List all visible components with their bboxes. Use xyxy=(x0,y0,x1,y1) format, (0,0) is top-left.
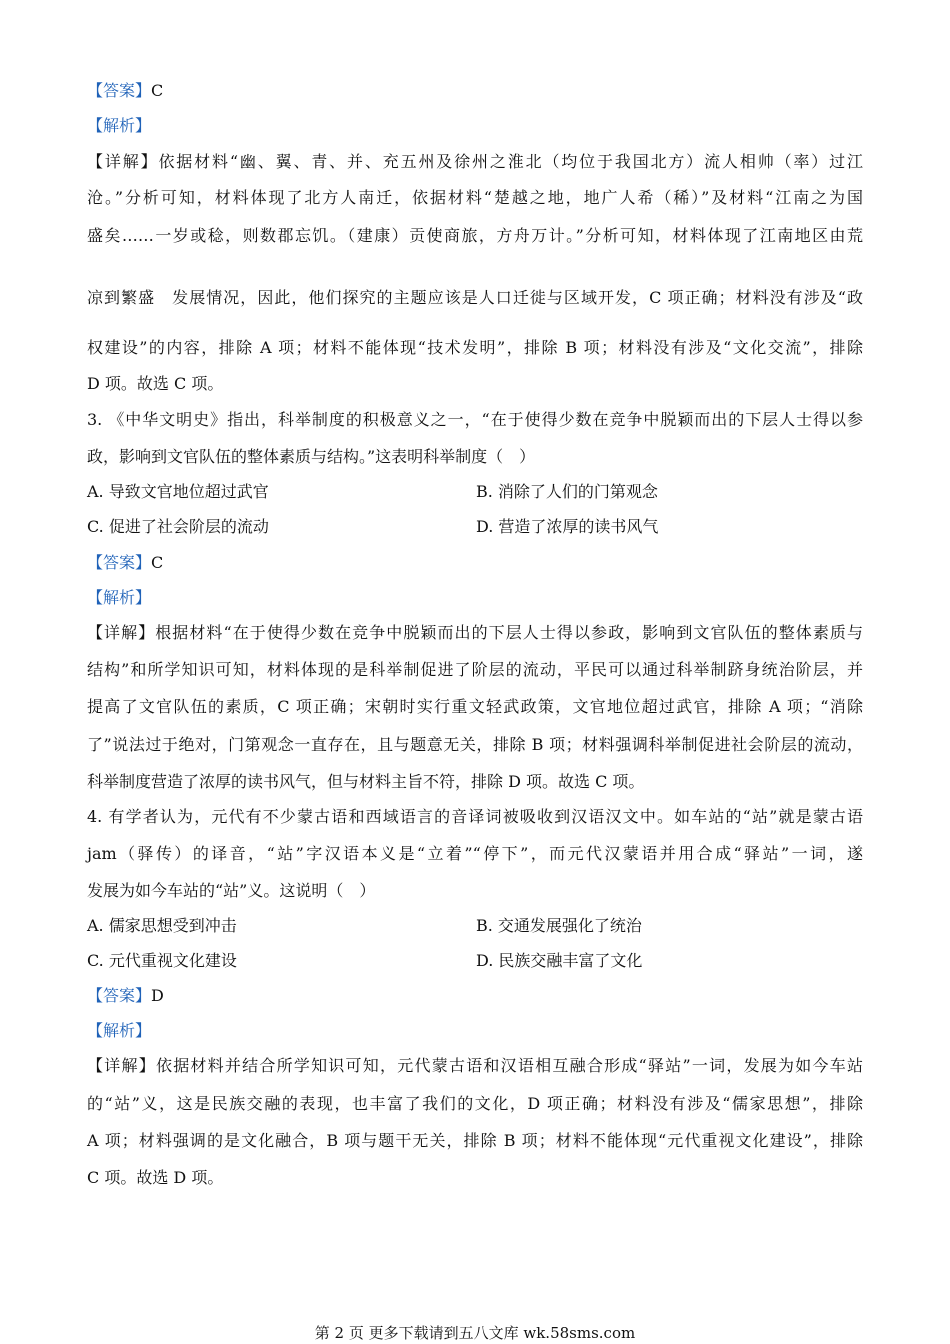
detail-label: 【详解】 xyxy=(87,152,159,171)
detail-line: D 项。故选 C 项。 xyxy=(87,374,224,393)
question-4-stem: jam（驿传）的译音，“站”字汉语本义是“立着”“停下”，而元代汉蒙语并用合成“驿站”一词，遂 xyxy=(87,844,863,863)
answer-line-q2 xyxy=(87,80,163,102)
detail-line: 科举制度营造了浓厚的读书风气，但与材料主旨不符，排除 D 项。故选 C 项。 xyxy=(87,772,645,791)
question-4-stem: 4. 有学者认为，元代有不少蒙古语和西域语言的音译词被吸收到汉语汉文中。如车站的“站”就是蒙古语 xyxy=(87,807,863,826)
answer-label: 【答案】 xyxy=(87,81,152,100)
analysis-label: 【解析】 xyxy=(87,588,152,607)
answer-value: C xyxy=(151,553,164,572)
answer-line-q3 xyxy=(87,552,163,574)
analysis-label: 【解析】 xyxy=(87,1021,152,1040)
answer-line-q4 xyxy=(87,985,164,1007)
detail-text: 依据材料并结合所学知识可知，元代蒙古语和汉语相互融合形成“驿站”一词，发展为如今车站 xyxy=(155,1056,863,1075)
detail-line: 了”说法过于绝对，门第观念一直存在，且与题意无关，排除 B 项；材料强调科举制促进社会阶层的流动， xyxy=(87,735,863,754)
question-4-option-d: D. 民族交融丰富了文化 xyxy=(476,951,643,970)
detail-label: 【详解】 xyxy=(87,1056,156,1075)
detail-line: C 项。故选 D 项。 xyxy=(87,1168,224,1187)
page-footer: 第 2 页 更多下载请到五八文库 wk.58sms.com xyxy=(314,1324,636,1342)
detail-label: 【详解】 xyxy=(87,623,156,642)
detail-line: 凉到繁盛 发展情况，因此，他们探究的主题应该是人口迁徙与区域开发，C 项正确；材料没有涉及“政 xyxy=(87,288,863,307)
question-4-option-c: C. 元代重视文化建设 xyxy=(87,951,237,970)
question-3-option-c: C. 促进了社会阶层的流动 xyxy=(87,517,269,536)
question-4-option-a: A. 儒家思想受到冲击 xyxy=(87,916,237,935)
question-4-stem: 发展为如今车站的“站”义。这说明（ ） xyxy=(87,881,376,900)
analysis-label: 【解析】 xyxy=(87,116,152,135)
detail-line: A 项；材料强调的是文化融合，B 项与题干无关，排除 B 项；材料不能体现“元代重视文化建设”，排除 xyxy=(87,1131,863,1150)
detail-line: 权建设”的内容，排除 A 项；材料不能体现“技术发明”，排除 B 项；材料没有涉及“文化交流”，排除 xyxy=(87,338,863,357)
answer-value: C xyxy=(151,81,164,100)
answer-label: 【答案】 xyxy=(87,553,152,572)
detail-line xyxy=(87,1055,863,1077)
detail-line: 的“站”义，这是民族交融的表现，也丰富了我们的文化，D 项正确；材料没有涉及“儒家思想”，排除 xyxy=(87,1094,863,1113)
detail-line: 结构”和所学知识可知，材料体现的是科举制促进了阶层的流动，平民可以通过科举制跻身统治阶层，并 xyxy=(87,660,863,679)
detail-line: 沧。”分析可知，材料体现了北方人南迁，依据材料“楚越之地，地广人希（稀）”及材料“江南之为国 xyxy=(87,188,863,207)
answer-value: D xyxy=(151,986,164,1005)
detail-line xyxy=(87,622,863,644)
answer-label: 【答案】 xyxy=(87,986,152,1005)
question-3-stem: 政，影响到文官队伍的整体素质与结构。”这表明科举制度（ ） xyxy=(87,447,536,466)
question-3-option-d: D. 营造了浓厚的读书风气 xyxy=(476,517,659,536)
detail-text: 依据材料“幽、翼、青、并、充五州及徐州之淮北（均位于我国北方）流人相帅（率）过江 xyxy=(158,152,863,171)
detail-line: 盛矣……一岁或稔，则数郡忘饥。（建康）贡使商旅，方舟万计。”分析可知，材料体现了江南地区由荒 xyxy=(87,226,863,245)
question-3-stem: 3. 《中华文明史》指出，科举制度的积极意义之一，“在于使得少数在竞争中脱颖而出的下层人士得以参 xyxy=(87,410,863,429)
question-3-option-a: A. 导致文官地位超过武官 xyxy=(87,482,269,501)
detail-line: 提高了文官队伍的素质，C 项正确；宋朝时实行重文轻武政策，文官地位超过武官，排除 A 项；“消除 xyxy=(87,697,863,716)
question-4-option-b: B. 交通发展强化了统治 xyxy=(476,916,642,935)
detail-line xyxy=(87,151,863,173)
detail-text: 根据材料“在于使得少数在竞争中脱颖而出的下层人士得以参政，影响到文官队伍的整体素质与 xyxy=(155,623,863,642)
question-3-option-b: B. 消除了人们的门第观念 xyxy=(476,482,658,501)
